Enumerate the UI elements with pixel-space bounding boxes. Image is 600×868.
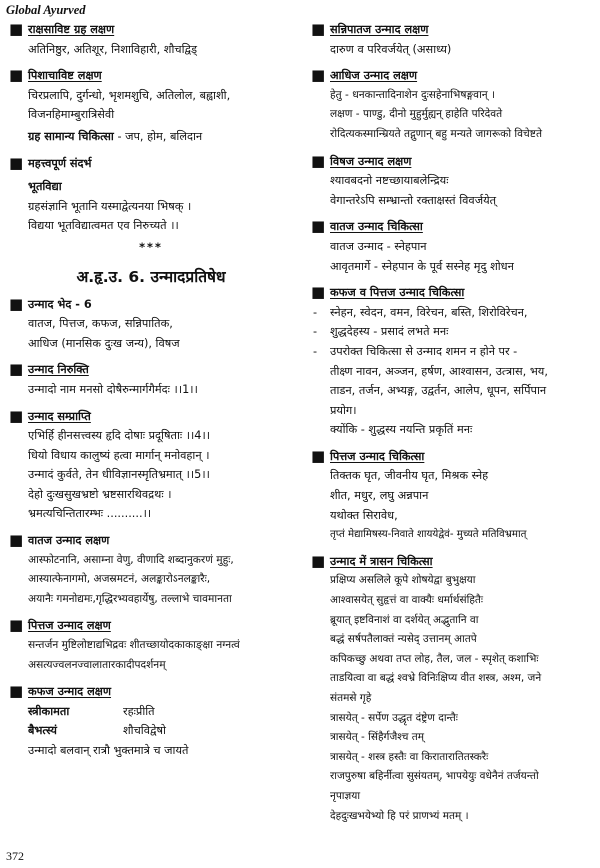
section-heading: उन्माद भेद - 6 [28, 297, 92, 311]
text-line: आधिज (मानसिक दुःख जन्य), विषज [28, 336, 180, 350]
text-line: संतमसे गृहे [330, 692, 372, 704]
graha-chikitsa [8, 127, 294, 147]
text-line: राजपुरुषा बहिर्नीत्वा सुसंयतम्, भापयेयुः वधेनैनं तर्जयन्तो [330, 770, 539, 783]
text-line: आवृतमार्गे - स्नेहपान के पूर्व सस्नेह मृदु शोधन [330, 259, 514, 273]
pair-key: स्त्रीकामता [28, 704, 70, 718]
text-line: धियो विधाय कालुष्यं हत्वा मार्गान् मनोवहान् । [28, 448, 210, 462]
text-line: क्योंकि - शुद्धस्य नयन्ति प्रकृतिं मनः [330, 423, 473, 437]
section-heading: महत्त्वपूर्ण संदर्भ [28, 156, 92, 170]
section-heading: उन्माद सम्प्राप्ति [28, 409, 91, 423]
text-line: त्रासयेत् - शस्त्र हस्तैः वा किरातारातितस्करैः [330, 750, 489, 763]
bullet-icon: ■ [9, 360, 24, 379]
graha-chikitsa-text: - जप, होम, बलिदान [113, 129, 203, 143]
text-line: आस्यात्फेनागमो, अजस्रमटनं, अलङ्कारोऽनलङ्कारैः, [28, 573, 211, 586]
section-heading: पित्तज उन्माद चिकित्सा [330, 449, 425, 463]
section-heading: कफज उन्माद लक्षण [28, 685, 112, 699]
section-adhij [310, 66, 598, 144]
text-line: भ्रमत्यचिन्तितारम्भः ..........।। [28, 507, 152, 521]
text-line: सन्तर्जन मुष्टिलोष्टाद्यभिद्रवः शीतच्छायोदकाकाङ्क्षा नग्नत्वं [28, 639, 240, 652]
text-line: तृप्तं मेद्यामिषस्य-निवाते शाययेद्वेवं- मुच्यते मतिविभ्रमात् [330, 529, 527, 541]
text-line: प्रक्षिप्य असलिले कूपे शोषयेद्वा बुभुक्षया [330, 574, 476, 587]
section-trasan-chikitsa [310, 552, 598, 826]
section-heading: पिशाचाविष्ट लक्षण [28, 69, 102, 83]
section-kaphaj-lakshan [8, 682, 294, 760]
text-line: देहदुःखभयेभ्यो हि परं प्राणभ्यं मतम् । [330, 809, 469, 822]
section-heading: आधिज उन्माद लक्षण [330, 69, 418, 83]
section-kaph-pitta-chikitsa [310, 283, 598, 440]
section-heading: पित्तज उन्माद लक्षण [28, 619, 111, 633]
bullet-icon: ■ [311, 217, 326, 236]
running-header: Global Ayurved [6, 3, 86, 17]
text-line: शुद्धदेहस्य - प्रसादं लभते मनः [330, 325, 449, 339]
text-line: देहो दुःखसुखभ्रष्टो भ्रष्टसारथिवद्रथः । [28, 487, 172, 501]
text-line: विद्यया भूतविद्यात्वमत एव निरुच्यते ।। [28, 219, 179, 233]
text-line: वेगान्तरेऽपि सम्भ्रान्तो रक्ताक्षस्तं विवर्जयेत् [330, 193, 497, 207]
bullet-icon: ■ [311, 151, 326, 170]
text-line: ताडन, तर्जन, अभ्यङ्ग, उद्वर्तन, आलेप, धूपन, सर्पिपान [330, 384, 547, 398]
text-line: रोदित्यकस्मान्म्रियते तद्गुणान् बहु मन्यते जागरूको विचेष्टते [330, 127, 543, 140]
section-vataj-chikitsa [310, 217, 598, 276]
bullet-icon: ■ [311, 446, 326, 465]
text-line: तीक्ष्ण नावन, अञ्जन, हर्षण, आश्वासन, उत्त्रास, भय, [330, 364, 548, 378]
pair-row [8, 721, 294, 741]
text-line: श्यावबदनो नष्टच्छायाबलेन्द्रियः [330, 174, 449, 188]
text-line: उन्मादो नाम मनसो दोषैरुन्मार्गगैर्मदः ।।1।। [28, 382, 198, 396]
bullet-icon: ■ [9, 20, 24, 38]
text-line: शीत, मधुर, लघु अन्नपान [330, 489, 429, 503]
section-pittaj-lakshan [8, 616, 294, 675]
text-line: प्रयोग। [330, 403, 357, 417]
section-unmad-samprapti [8, 407, 294, 525]
text-line: चिरप्रलापि, दुर्गन्धो, भृशमशुचि, अतिलोल, बह्वाशी, [28, 88, 231, 102]
text-line: हेतु - धनकान्तादिनाशेन दुःसहेनाभिषङ्गवान् । [330, 88, 496, 101]
bullet-icon: ■ [311, 283, 326, 302]
text-line: यथोक्त सिरावेध, [330, 508, 398, 522]
text-line: नृपाज्ञया [330, 789, 361, 802]
text-line: वातज उन्माद - स्नेहपान [330, 239, 427, 253]
section-vishaj [310, 152, 598, 211]
bullet-icon: ■ [9, 66, 24, 85]
text-line: विजनहिमाम्बुरात्रिसेवी [28, 108, 115, 122]
text-line: तिक्तक घृत, जीवनीय घृत, मिश्रक स्नेह [330, 469, 489, 483]
dash-item [310, 342, 598, 440]
section-mahatvapurna [8, 154, 294, 258]
bhootvidya-label: भूतविद्या [28, 180, 62, 194]
left-column [8, 20, 294, 768]
section-unmad-bhed [8, 295, 294, 354]
section-heading: कफज व पित्तज उन्माद चिकित्सा [330, 286, 465, 300]
section-separator: *** [139, 240, 163, 254]
pair-value: रहःप्रीति [123, 704, 155, 718]
section-pittaj-chikitsa [310, 447, 598, 545]
bullet-icon: ■ [9, 153, 24, 172]
dash-item [310, 322, 598, 342]
section-heading: राक्षसाविष्ट ग्रह लक्षण [28, 23, 115, 36]
text-line: ब्रूयात् इष्टविनाशं वा दर्शयेत् अद्भुतानि वा [330, 613, 479, 626]
dash-item [310, 303, 598, 323]
text-line: ग्रहसंज्ञानि भूतानि यस्माद्वेत्यनया भिषक् । [28, 199, 192, 213]
section-heading: वातज उन्माद लक्षण [28, 534, 110, 548]
bullet-icon: ■ [9, 531, 24, 550]
chapter-title: अ.हृ.उ. 6. उन्मादप्रतिषेध [76, 267, 226, 286]
section-heading: उन्माद में त्रासन चिकित्सा [330, 554, 433, 568]
bullet-icon: ■ [9, 682, 24, 701]
bullet-icon: ■ [9, 294, 24, 313]
bullet-icon: ■ [311, 20, 326, 38]
dash-marker: - [313, 344, 318, 358]
text-line: त्रासयेत् - सिंहैर्गजैश्च तम् [330, 731, 424, 744]
bullet-icon: ■ [9, 406, 24, 425]
text-line: स्नेहन, स्वेदन, वमन, विरेचन, बस्ति, शिरोविरेचन, [330, 305, 528, 319]
bullet-icon: ■ [9, 616, 24, 635]
section-pishach [8, 66, 294, 146]
text-line: आस्फोटनानि, असाम्ना वेणु, वीणादि शब्दानुकरणं मुहुः, [28, 553, 234, 566]
pair-key: बैभत्स्यं [28, 724, 57, 738]
section-vataj-lakshan [8, 531, 294, 609]
bullet-icon: ■ [311, 66, 326, 85]
text-line: त्रासयेत् - सर्पेण उद्धृत दंष्ट्रेण दान्तैः [330, 711, 458, 724]
section-rakshas-graha [8, 20, 294, 59]
dash-marker: - [313, 305, 318, 319]
text-line: आश्वासयेत् सुहृत्तं वा वाक्यैः धर्मार्थसंहितैः [330, 594, 484, 607]
text-line: उपरोक्त चिकित्सा से उन्माद शमन न होने पर - [330, 344, 518, 358]
dash-marker: - [313, 325, 318, 339]
graha-chikitsa-label: ग्रह सामान्य चिकित्सा [28, 129, 114, 143]
bullet-icon: ■ [311, 551, 326, 570]
text-line: असत्यज्वलनज्वालातारकादीपदर्शनम् [28, 658, 166, 671]
section-heading: विषज उन्माद लक्षण [330, 154, 412, 168]
text-line: अयानैः गमनोद्यमः,गृद्धिरभ्यवहार्येषु, तल्लाभे चावमानता [28, 592, 232, 605]
text-line: अतिनिष्ठुर, अतिशूर, निशाविहारी, शौचद्विड् [28, 42, 198, 56]
section-heading: वातज उन्माद चिकित्सा [330, 220, 423, 234]
text-line: लक्षण - पाण्डु, दीनो मुहुर्मुह्यन् हाहेति परिदेवते [330, 108, 503, 121]
section-unmad-nirukti [8, 360, 294, 399]
page-number: 372 [6, 849, 24, 863]
text-line: वातज, पित्तज, कफज, सन्निपातिक, [28, 317, 173, 331]
text-line: कपिकच्छु अथवा तप्त लोह, तैल, जल - स्पृशेत् कशाभिः [330, 652, 539, 665]
text-line: दारुण व परिवर्जयेत् (असाध्य) [330, 42, 452, 56]
right-column [310, 20, 598, 833]
pair-row [8, 702, 294, 722]
text-line: ताडयित्वा वा बद्धं श्वभ्रे विनिःक्षिप्य वीत शस्त्र, अश्म, जने [330, 672, 542, 685]
section-heading: सन्निपातज उन्माद लक्षण [330, 23, 429, 36]
pair-value: शौचविद्वेषो [123, 724, 166, 738]
text-line: उन्मादो बलवान् रात्रौ भुक्तमात्रे च जायते [28, 744, 189, 757]
text-line: एभिर्हि हीनसत्त्वस्य हृदि दोषाः प्रदूषिताः ।।4।। [28, 429, 211, 443]
text-line: उन्मादं कुर्वते, तेन धीविज्ञानस्मृतिभ्रमात् ।।5।। [28, 468, 210, 482]
section-heading: उन्माद निरुक्ति [28, 363, 89, 377]
text-line: बद्धं सर्षपतैलाक्तं न्यसेद् उत्तानम् आतपे [330, 633, 477, 646]
section-sannipataj [310, 20, 598, 59]
